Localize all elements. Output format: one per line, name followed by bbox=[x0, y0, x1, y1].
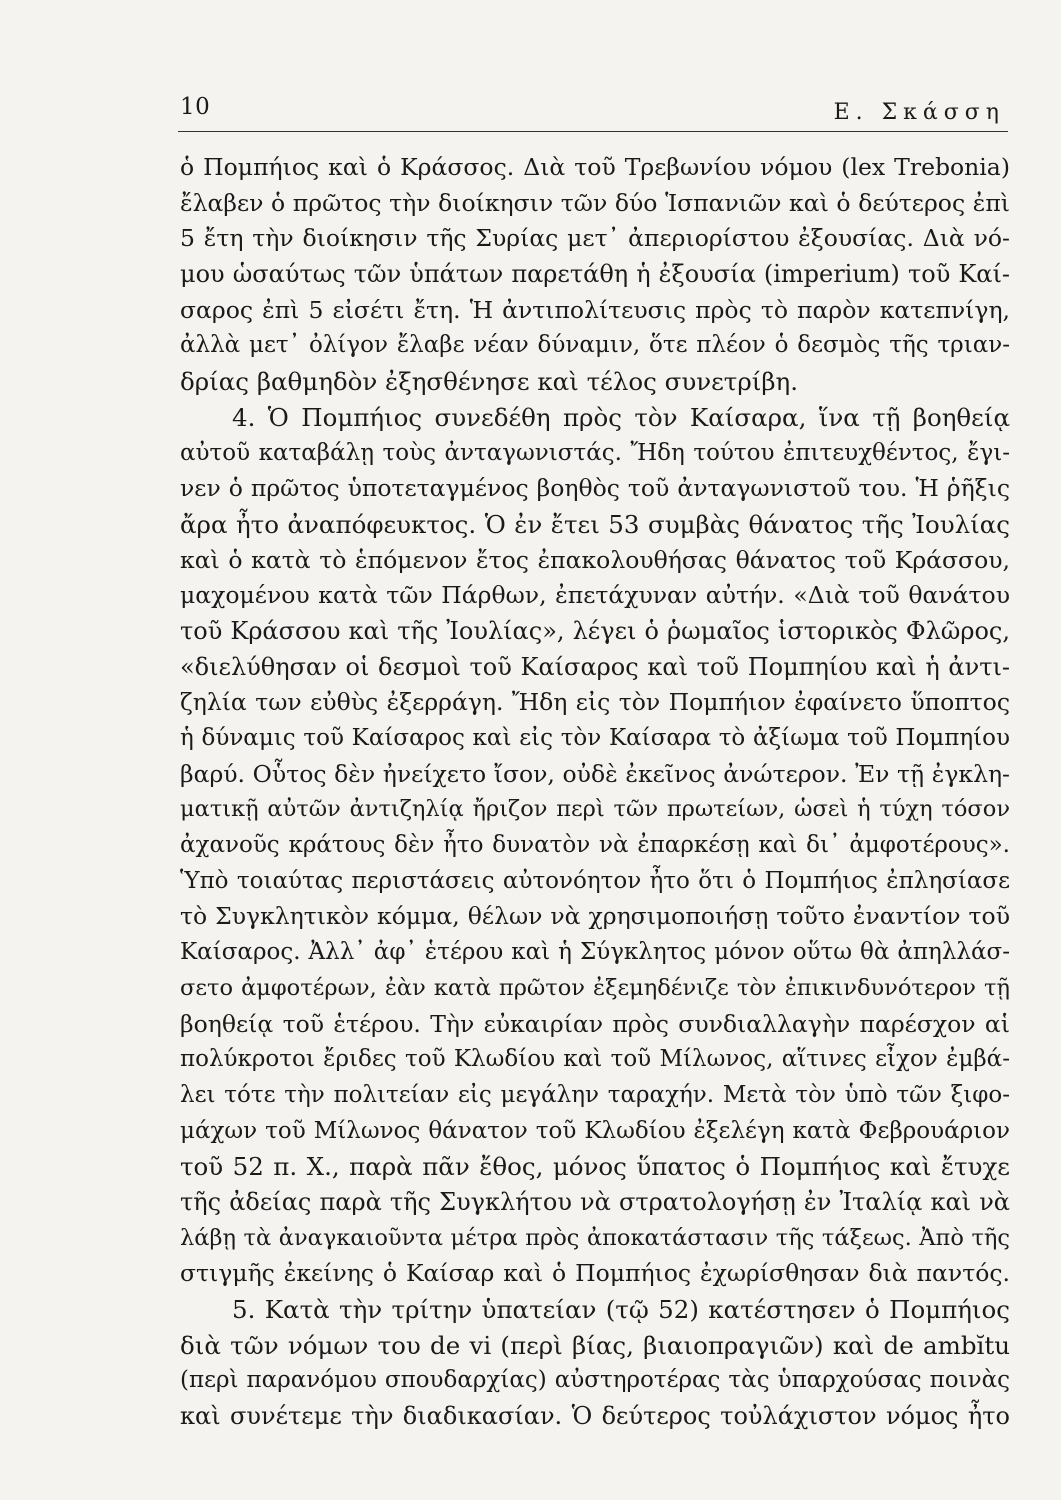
text-line: 5 ἔτη τὴν διοίκησιν τῆς Συρίας μετ᾽ ἀπεριορίστου ἐξουσίας. Διὰ νό- bbox=[180, 224, 1010, 253]
text-line: 5. Κατὰ τὴν τρίτην ὑπατείαν (τῷ 52) κατέστησεν ὁ Πομπήιος bbox=[232, 1295, 1010, 1324]
text-line: ὁ Πομπήιος καὶ ὁ Κράσσος. Διὰ τοῦ Τρεβωνίου νόμου (lex Trebonia) bbox=[180, 153, 1010, 181]
text-line: τοῦ Κράσσου καὶ τῆς Ἰουλίας», λέγει ὁ ῥωμαῖος ἱστορικὸς Φλῶρος, bbox=[180, 616, 1010, 645]
text-line: τοῦ 52 π. Χ., παρὰ πᾶν ἔθος, μόνος ὕπατος ὁ Πομπήιος καὶ ἔτυχε bbox=[180, 1152, 1010, 1182]
text-line: στιγμῆς ἐκείνης ὁ Καίσαρ καὶ ὁ Πομπήιος ἐχωρίσθησαν διὰ παντός. bbox=[180, 1259, 1010, 1288]
text-line: πολύκροτοι ἔριδες τοῦ Κλωδίου καὶ τοῦ Μίλωνος, αἵτινες εἶχον ἐμβά- bbox=[180, 1046, 1010, 1073]
page-number: 10 bbox=[180, 94, 211, 120]
text-line: μάχων τοῦ Μίλωνος θάνατον τοῦ Κλωδίου ἐξελέγη κατὰ Φεβρουάριον bbox=[180, 1117, 1010, 1144]
text-line: ἀλλὰ μετ᾽ ὀλίγον ἔλαβε νέαν δύναμιν, ὅτε πλέον ὁ δεσμὸς τῆς τριαν- bbox=[180, 332, 1010, 359]
text-line: σαρος ἐπὶ 5 εἰσέτι ἔτη. Ἡ ἀντιπολίτευσις πρὸς τὸ παρὸν κατεπνίγη, bbox=[180, 295, 1010, 324]
text-line: καὶ συνέτεμε τὴν διαδικασίαν. Ὁ δεύτερος τοὐλάχιστον νόμος ἦτο bbox=[180, 1402, 1010, 1431]
text-line: ἀχανοῦς κράτους δὲν ἦτο δυνατὸν νὰ ἐπαρκέσῃ καὶ δι᾽ ἀμφοτέρους». bbox=[180, 832, 1010, 859]
text-line: ζηλία των εὐθὺς ἐξερράγη. Ἤδη εἰς τὸν Πομπήιον ἐφαίνετο ὕποπτος bbox=[180, 688, 1010, 717]
text-line: (περὶ παρανόμου σπουδαρχίας) αὐστηροτέρας τὰς ὑπαρχούσας ποινὰς bbox=[180, 1367, 1010, 1394]
text-line: ἔλαβεν ὁ πρῶτος τὴν διοίκησιν τῶν δύο Ἱσπανιῶν καὶ ὁ δεύτερος ἐπὶ bbox=[180, 188, 1010, 217]
text-line: Καίσαρος. Ἀλλ᾽ ἀφ᾽ ἑτέρου καὶ ἡ Σύγκλητος μόνον οὕτω θὰ ἀπηλλάσ- bbox=[180, 939, 1010, 966]
text-line: Ὑπὸ τοιαύτας περιστάσεις αὐτονόητον ἦτο ὅτι ὁ Πομπήιος ἐπλησίασε bbox=[180, 867, 1010, 894]
text-line: ματικῇ αὐτῶν ἀντιζηλίᾳ ἤριζον περὶ τῶν πρωτείων, ὡσεὶ ἡ τύχη τόσον bbox=[180, 796, 1010, 823]
text-line: μαχομένου κατὰ τῶν Πάρθων, ἐπετάχυναν αὐτήν. «Διὰ τοῦ θανάτου bbox=[180, 581, 1010, 610]
text-line: βοηθείᾳ τοῦ ἑτέρου. Τὴν εὐκαιρίαν πρὸς συνδιαλλαγὴν παρέσχον αἱ bbox=[180, 1009, 1010, 1038]
text-line: λάβῃ τὰ ἀναγκαιοῦντα μέτρα πρὸς ἀποκατάστασιν τῆς τάξεως. Ἀπὸ τῆς bbox=[180, 1224, 1010, 1251]
text-line: σετο ἀμφοτέρων, ἐὰν κατὰ πρῶτον ἐξεμηδένιζε τὸν ἐπικινδυνότερον τῇ bbox=[180, 974, 1010, 1001]
text-line: διὰ τῶν νόμων του de vi (περὶ βίας, βιαιοπραγιῶν) καὶ de ambĭtu bbox=[180, 1330, 1010, 1360]
text-line: τῆς ἀδείας παρὰ τῆς Συγκλήτου νὰ στρατολογήσῃ ἐν Ἰταλίᾳ καὶ νὰ bbox=[180, 1187, 1010, 1216]
header-rule bbox=[178, 131, 1008, 132]
text-line: καὶ ὁ κατὰ τὸ ἑπόμενον ἔτος ἐπακολουθήσας θάνατος τοῦ Κράσσου, bbox=[180, 545, 1010, 574]
running-head: Ε. Σκάσση bbox=[833, 100, 1005, 125]
page-header bbox=[180, 94, 1005, 124]
text-line: νεν ὁ πρῶτος ὑποτεταγμένος βοηθὸς τοῦ ἀνταγωνιστοῦ του. Ἡ ῥῆξις bbox=[180, 474, 1010, 503]
body-text bbox=[180, 150, 1010, 1435]
text-line: μου ὡσαύτως τῶν ὑπάτων παρετάθη ἡ ἐξουσία (imperium) τοῦ Καί- bbox=[180, 260, 1010, 289]
text-line: ἄρα ἦτο ἀναπόφευκτος. Ὁ ἐν ἔτει 53 συμβὰς θάνατος τῆς Ἰουλίας bbox=[180, 509, 1010, 539]
text-line: 4. Ὁ Πομπήιος συνεδέθη πρὸς τὸν Καίσαρα, ἵνα τῇ βοηθείᾳ bbox=[232, 402, 1010, 432]
text-line: βαρύ. Οὗτος δὲν ἠνείχετο ἴσον, οὐδὲ ἐκεῖνος ἀνώτερον. Ἐν τῇ ἐγκλη- bbox=[180, 759, 1010, 788]
text-line: αὐτοῦ καταβάλῃ τοὺς ἀνταγωνιστάς. Ἤδη τούτου ἐπιτευχθέντος, ἔγι- bbox=[180, 439, 1010, 466]
text-line: τὸ Συγκλητικὸν κόμμα, θέλων νὰ χρησιμοποιήσῃ τοῦτο ἐναντίον τοῦ bbox=[180, 902, 1010, 931]
text-line: δρίας βαθμηδὸν ἐξησθένησε καὶ τέλος συνετρίβη. bbox=[180, 367, 799, 397]
text-line: λει τότε τὴν πολιτείαν εἰς μεγάλην ταραχήν. Μετὰ τὸν ὑπὸ τῶν ξιφο- bbox=[180, 1081, 1010, 1108]
text-line: «διελύθησαν οἱ δεσμοὶ τοῦ Καίσαρος καὶ τοῦ Πομπηίου καὶ ἡ ἀντι- bbox=[180, 652, 1010, 681]
text-line: ἡ δύναμις τοῦ Καίσαρος καὶ εἰς τὸν Καίσαρα τὸ ἀξίωμα τοῦ Πομπηίου bbox=[180, 725, 1010, 751]
